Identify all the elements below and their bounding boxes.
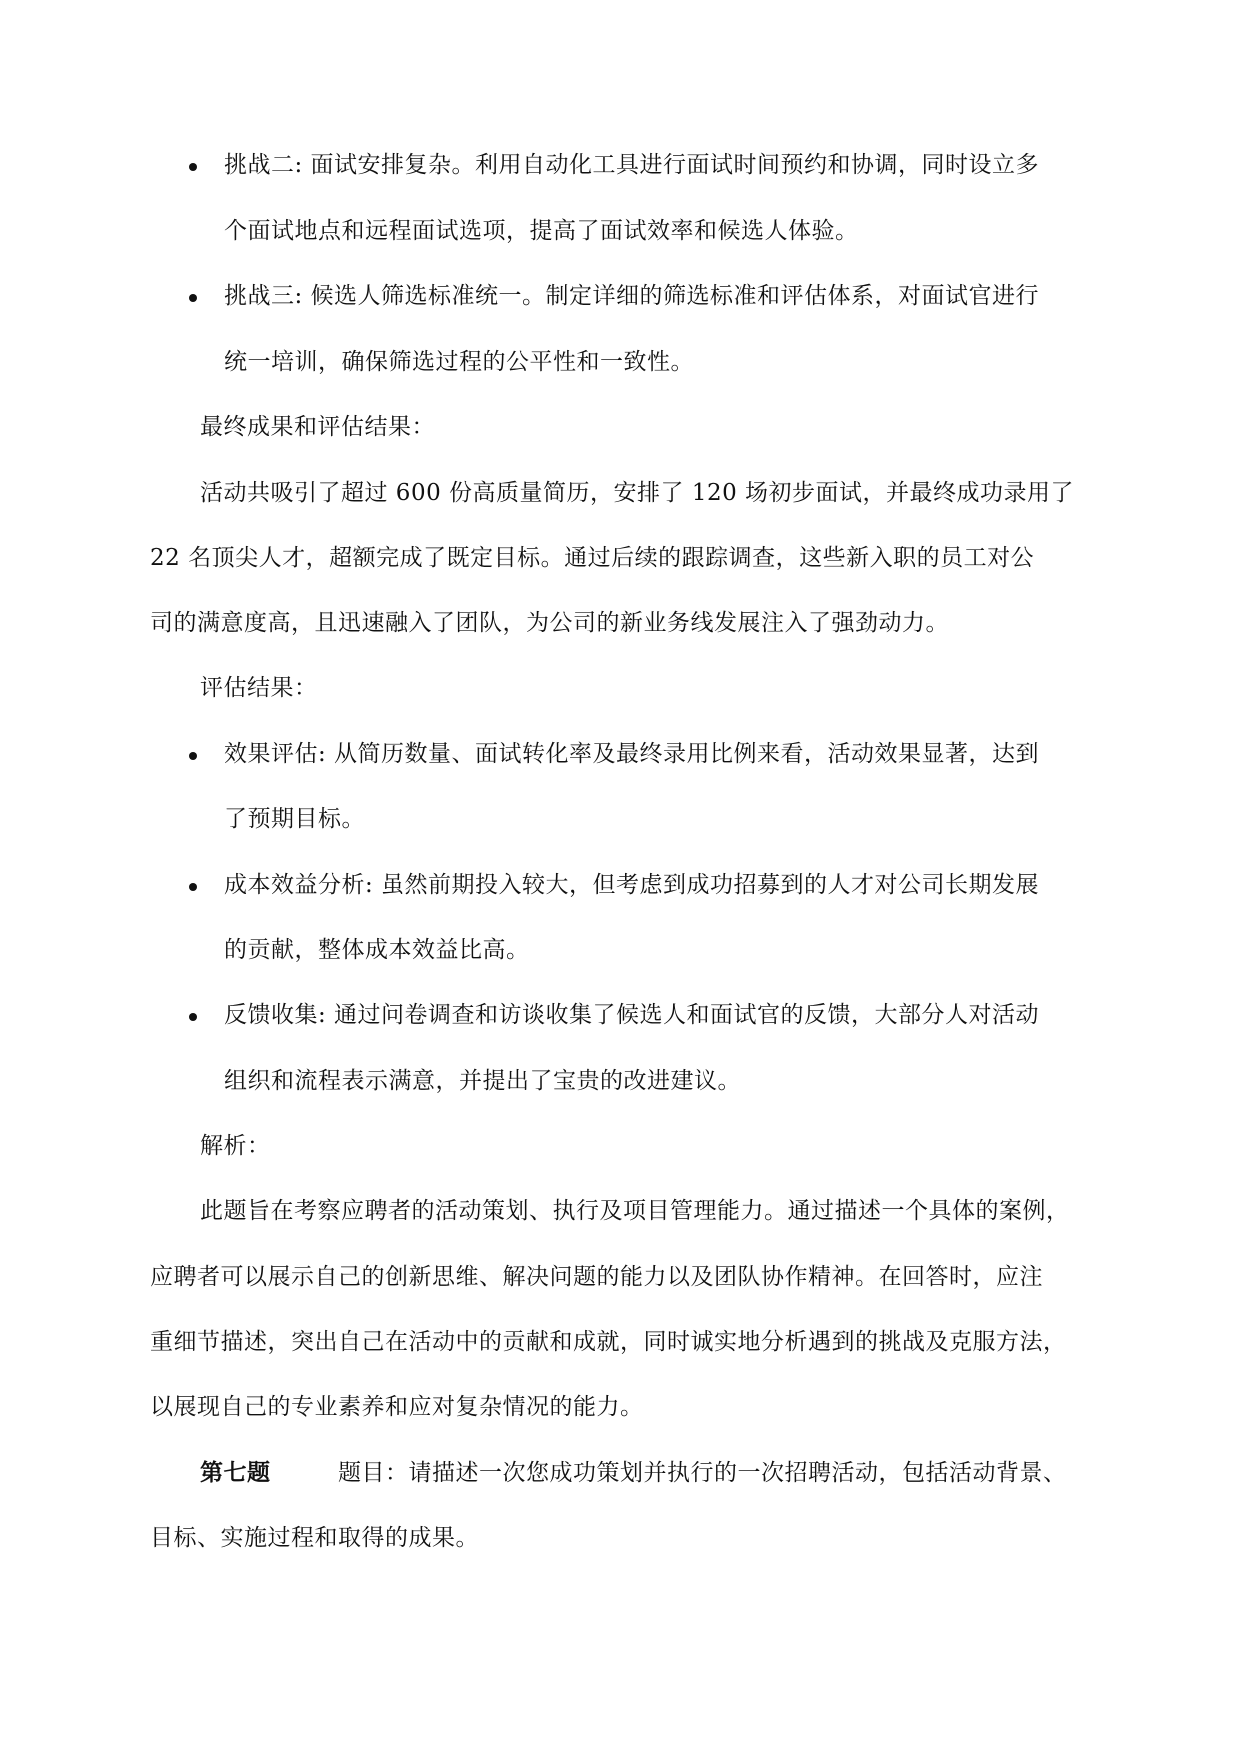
analysis-line-1: 此题旨在考察应聘者的活动策划、执行及项目管理能力。通过描述一个具体的案例， (200, 1198, 1070, 1224)
final-paragraph-line-2: 22 名顶尖人才，超额完成了既定目标。通过后续的跟踪调查，这些新入职的员工对公 (150, 545, 1035, 571)
bullet-dot (189, 163, 197, 171)
analysis-heading: 解析： (200, 1133, 271, 1159)
bullet-dot (189, 752, 197, 760)
challenge-3-line-2: 统一培训，确保筛选过程的公平性和一致性。 (224, 349, 694, 375)
bullet-dot (189, 294, 197, 302)
bullet-dot (189, 883, 197, 891)
challenge-2-line-2: 个面试地点和远程面试选项，提高了面试效率和候选人体验。 (224, 218, 859, 244)
evaluation-heading: 评估结果： (200, 675, 318, 701)
analysis-line-3: 重细节描述，突出自己在活动中的贡献和成就，同时诚实地分析遇到的挑战及克服方法， (150, 1329, 1067, 1355)
final-paragraph-line-1: 活动共吸引了超过 600 份高质量简历，安排了 120 场初步面试，并最终成功录用了 (200, 480, 1075, 506)
question-7-line-2: 目标、实施过程和取得的成果。 (150, 1525, 479, 1551)
cost-benefit-line-1: 成本效益分析: 虽然前期投入较大，但考虑到成功招募到的人才对公司长期发展 (224, 872, 1040, 898)
bullet-dot (189, 1013, 197, 1021)
question-7-label: 第七题 (200, 1459, 271, 1486)
question-7-line-1: 题目：请描述一次您成功策划并执行的一次招聘活动，包括活动背景、 (338, 1460, 1067, 1486)
final-paragraph-line-3: 司的满意度高，且迅速融入了团队，为公司的新业务线发展注入了强劲动力。 (150, 610, 949, 636)
feedback-line-1: 反馈收集: 通过问卷调查和访谈收集了候选人和面试官的反馈，大部分人对活动 (224, 1002, 1040, 1028)
cost-benefit-line-2: 的贡献，整体成本效益比高。 (224, 937, 530, 963)
effect-evaluation-line-1: 效果评估: 从简历数量、面试转化率及最终录用比例来看，活动效果显著，达到 (224, 741, 1040, 767)
final-results-heading: 最终成果和评估结果： (200, 414, 435, 440)
analysis-line-4: 以展现自己的专业素养和应对复杂情况的能力。 (150, 1394, 644, 1420)
effect-evaluation-line-2: 了预期目标。 (224, 806, 365, 832)
challenge-3-line-1: 挑战三: 候选人筛选标准统一。制定详细的筛选标准和评估体系，对面试官进行 (224, 283, 1040, 309)
analysis-line-2: 应聘者可以展示自己的创新思维、解决问题的能力以及团队协作精神。在回答时，应注 (150, 1264, 1043, 1290)
challenge-2-line-1: 挑战二: 面试安排复杂。利用自动化工具进行面试时间预约和协调，同时设立多 (224, 152, 1040, 178)
feedback-line-2: 组织和流程表示满意，并提出了宝贵的改进建议。 (224, 1068, 741, 1094)
